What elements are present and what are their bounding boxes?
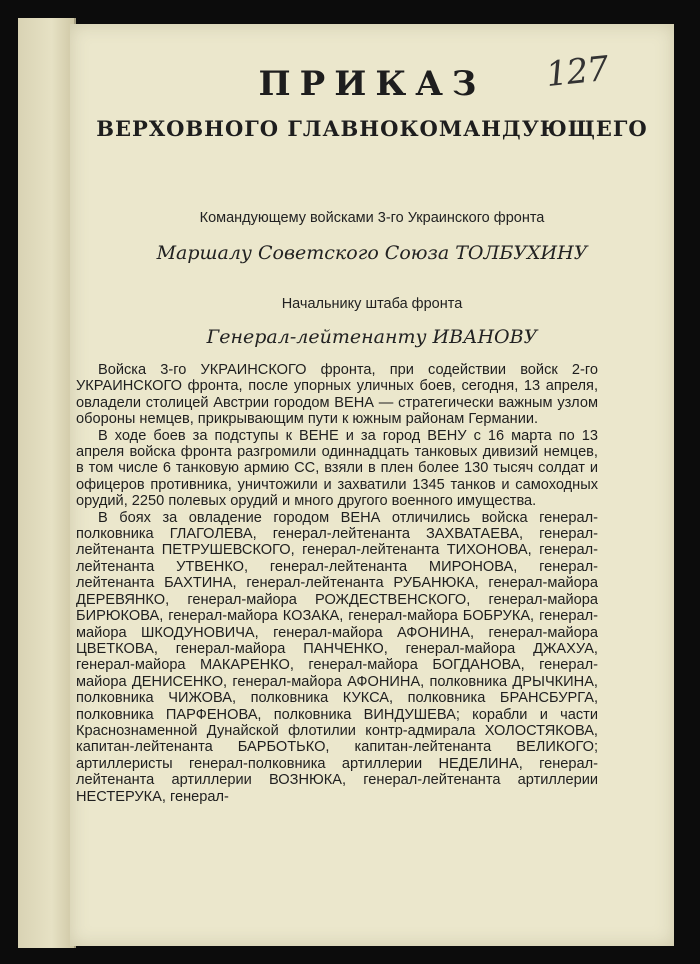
paragraph-battle-results: В ходе боев за подступы к ВЕНЕ и за город ВЕНУ с 16 марта по 13 апреля войска фронта разгромили одиннадцать танковых дивизий немцев, в том числе 6 танковую армию СС, взяли в плен более 130 тысяч солдат и офицеров противника, уничтожили и захватили 1345 танков и самоходных орудий, 2250 полевых орудий и много другого военного имущества. [76, 427, 598, 510]
order-title: ПРИКАЗ [258, 64, 486, 104]
document-page [70, 24, 674, 946]
paragraph-distinguished-troops: В боях за овладение городом ВЕНА отличились войска генерал-полковника ГЛАГОЛЕВА, генерал-лейтенанта ЗАХВАТАЕВА, генерал-лейтенанта ПЕТРУШЕВСКОГО, генерал-лейтенанта ТИХОНОВА, генерал-лейтенанта УТВЕНКО, генерал-лейтенанта МИРОНОВА, генерал-лейтенанта БАХТИНА, генерал-лейтенанта РУБАНЮКА, генерал-майора ДЕРЕВЯНКО, генерал-майора РОЖДЕСТВЕНСКОГО, генерал-майора БИРЮКОВА, генерал-майора КОЗАКА, генерал-майора БОБРУКА, генерал-майора ШКОДУНОВИЧА, генерал-майора АФОНИНА, генерал-майора ЦВЕТКОВА, генерал-майора ПАНЧЕНКО, генерал-майора ДЖАХУА, генерал-майора МАКАРЕНКО, генерал-майора БОГДАНОВА, генерал-майора ДЕНИСЕНКО, генерал-майора АФОНИНА, полковника ДРЫЧКИНА, полковника ЧИЖОВА, полковника КУКСА, полковника БРАНСБУРГА, полковника ПАРФЕНОВА, полковника ВИНДУШЕВА; корабли и части Краснознаменной Дунайской флотилии контр-адмирала ХОЛОСТЯКОВА, капитан-лейтенанта БАРБОТЬКО, капитан-лейтенанта ВЕЛИКОГО; артиллеристы генерал-полковника артиллерии НЕДЕЛИНА, генерал-лейтенанта артиллерии ВОЗНЮКА, генерал-лейтенанта артиллерии НЕСТЕРУКА, генерал- [76, 509, 598, 805]
addressee-commander-name: Маршалу Советского Союза ТОЛБУХИНУ [156, 242, 588, 264]
addressee-chief-of-staff-line: Начальнику штаба фронта [281, 296, 463, 312]
book-spine [18, 18, 76, 948]
handwritten-page-number: 127 [544, 48, 610, 96]
addressee-commander-line: Командующему войсками 3-го Украинского фронта [199, 210, 545, 226]
paragraph-capture-of-vienna: Войска 3-го УКРАИНСКОГО фронта, при содействии войск 2-го УКРАИНСКОГО фронта, после упорных уличных боев, сегодня, 13 апреля, овладели столицей Австрии городом ВЕНА — стратегически важным узлом обороны немцев, прикрывающим пути к южным районам Германии. [76, 362, 598, 428]
addressee-chief-of-staff-name: Генерал-лейтенанту ИВАНОВУ [206, 326, 538, 348]
order-subtitle: ВЕРХОВНОГО ГЛАВНОКОМАНДУЮЩЕГО [96, 116, 648, 141]
order-body [76, 362, 598, 805]
